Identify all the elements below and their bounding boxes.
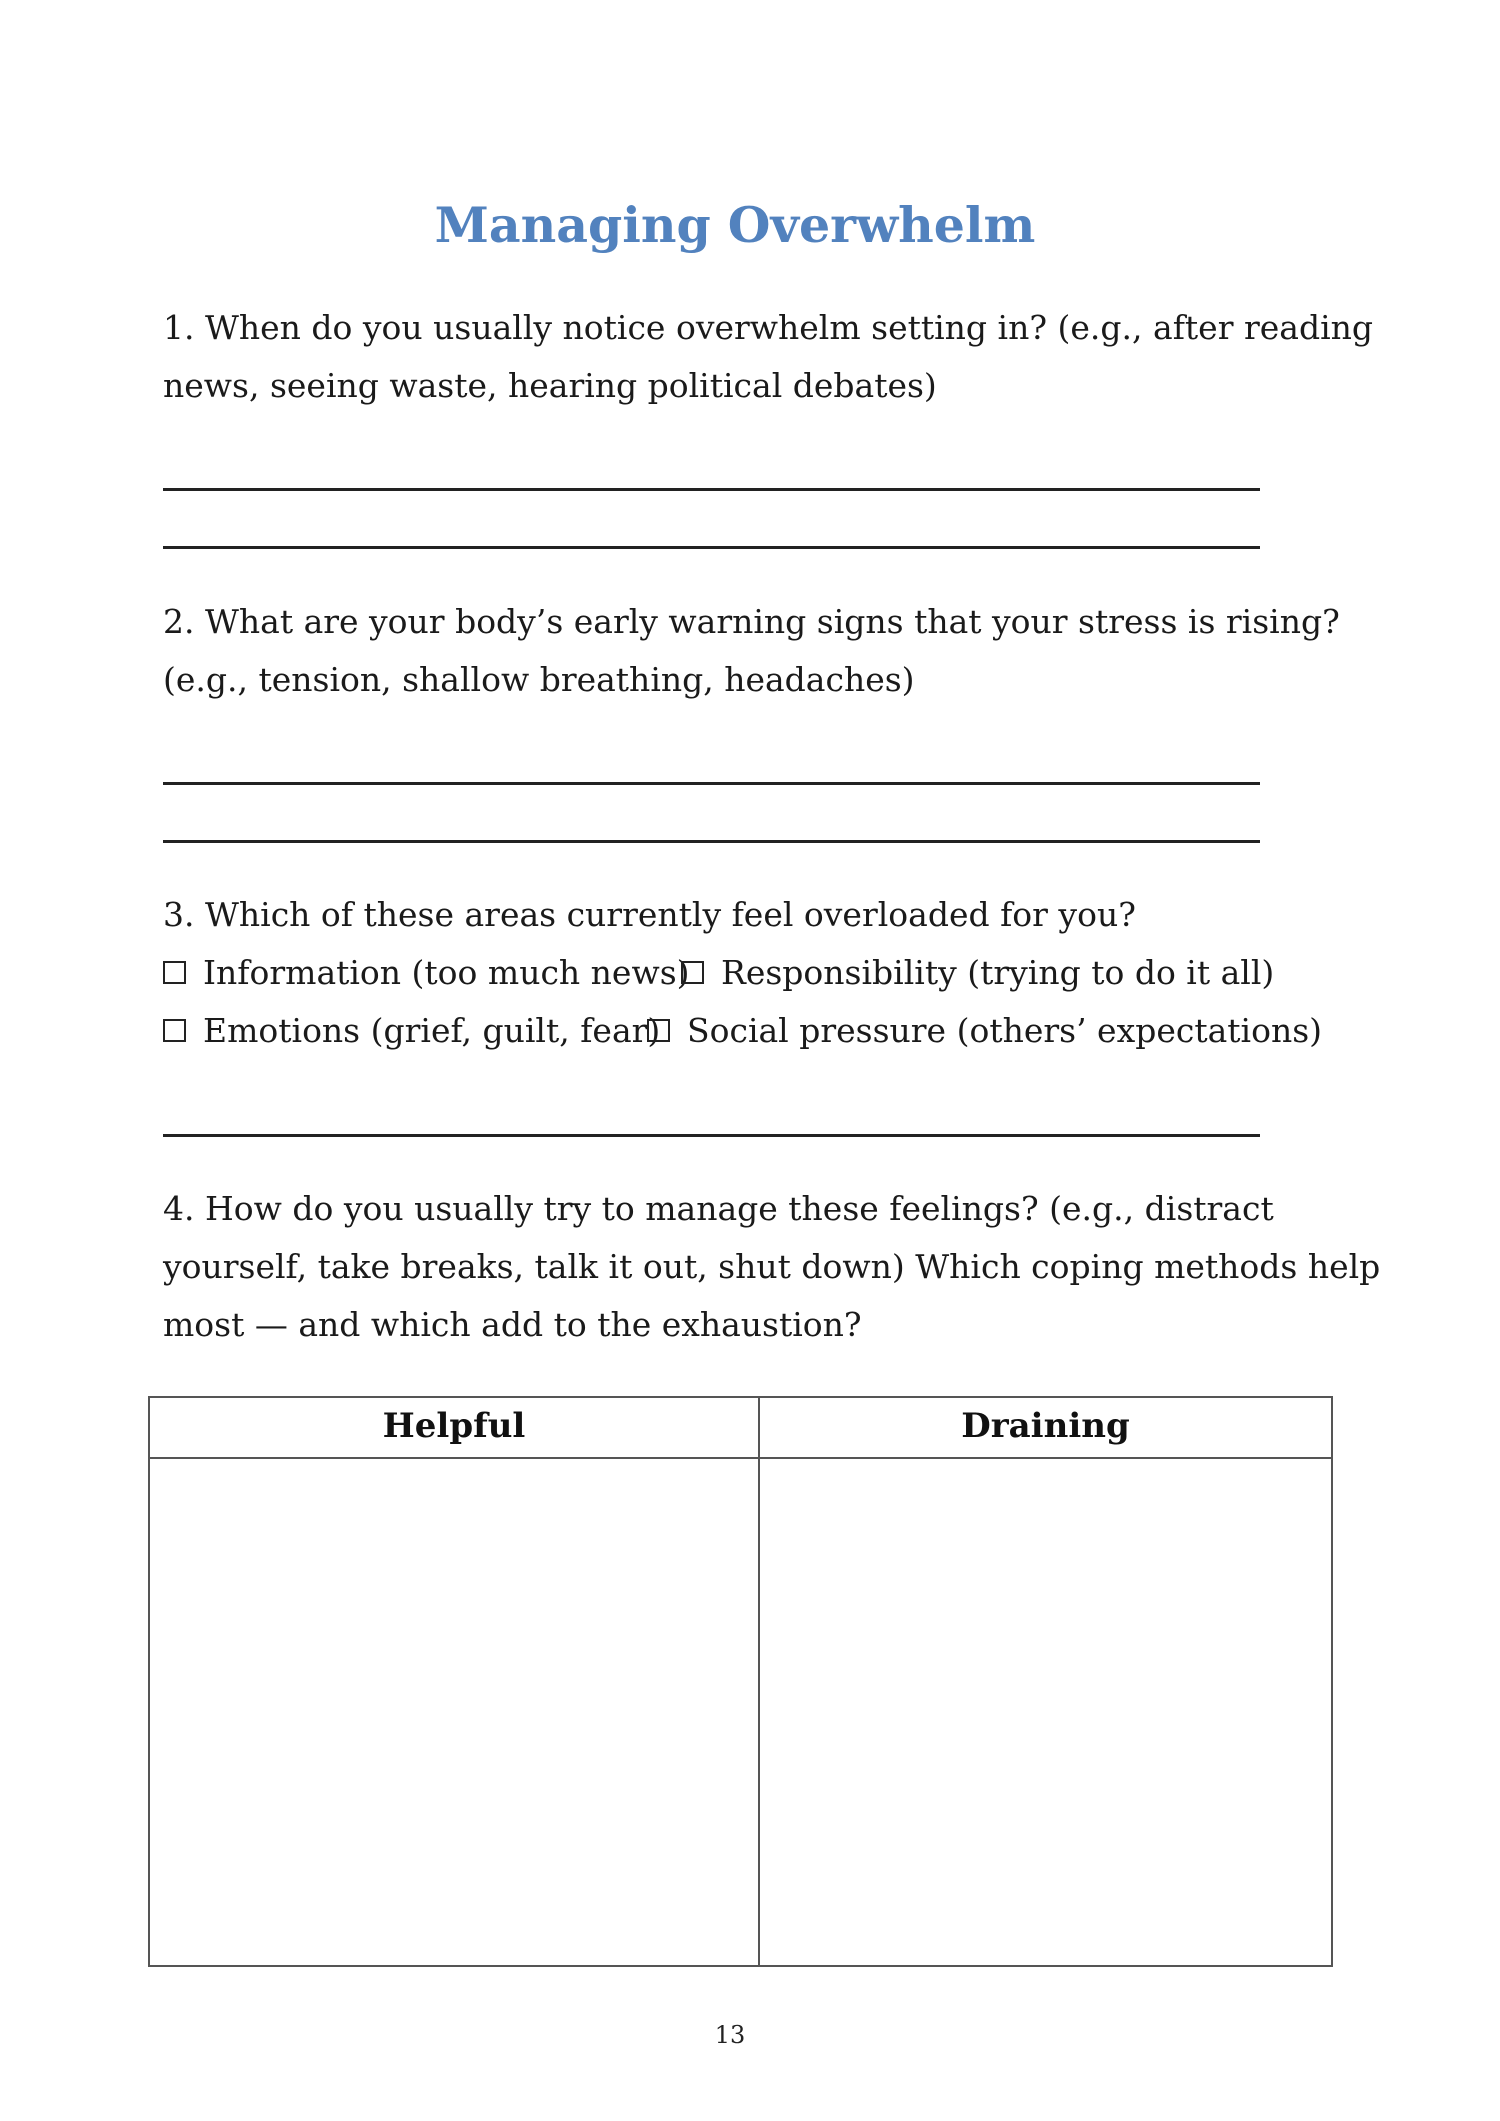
answer-line-1a[interactable]	[163, 488, 1260, 491]
option-social-pressure-label: Social pressure (others’ expectations)	[687, 1011, 1323, 1050]
question-3	[163, 886, 1283, 944]
question-2	[163, 593, 1340, 709]
question-3-line-1: 3. Which of these areas currently feel overloaded for you?	[163, 895, 1136, 934]
question-4-line-2: yourself, take breaks, talk it out, shut down) Which coping methods help	[163, 1247, 1381, 1286]
answer-line-2a[interactable]	[163, 782, 1260, 785]
answer-line-3[interactable]	[163, 1134, 1260, 1137]
option-responsibility-label: Responsibility (trying to do it all)	[721, 953, 1275, 992]
checkbox-icon[interactable]	[647, 1019, 670, 1042]
option-information[interactable]	[163, 944, 690, 1002]
header-helpful: Helpful	[382, 1406, 526, 1446]
cell-draining[interactable]	[760, 1459, 1331, 1965]
option-responsibility[interactable]	[681, 944, 1274, 1002]
question-2-line-2: (e.g., tension, shallow breathing, headaches)	[163, 660, 915, 699]
question-4	[163, 1180, 1381, 1354]
question-4-line-1: 4. How do you usually try to manage these feelings? (e.g., distract	[163, 1189, 1274, 1228]
page-number: 13	[714, 2021, 746, 2049]
option-information-label: Information (too much news)	[203, 953, 690, 992]
option-social-pressure[interactable]	[647, 1002, 1322, 1060]
coping-table	[148, 1396, 1333, 1967]
checkbox-icon[interactable]	[163, 1019, 186, 1042]
question-1	[163, 299, 1373, 415]
option-emotions[interactable]	[163, 1002, 660, 1060]
question-4-line-3: most — and which add to the exhaustion?	[163, 1305, 862, 1344]
option-emotions-label: Emotions (grief, guilt, fear)	[203, 1011, 661, 1050]
question-1-line-2: news, seeing waste, hearing political debates)	[163, 366, 937, 405]
checkbox-icon[interactable]	[163, 961, 186, 984]
header-draining: Draining	[961, 1406, 1130, 1446]
answer-line-2b[interactable]	[163, 840, 1260, 843]
checkbox-icon[interactable]	[681, 961, 704, 984]
answer-line-1b[interactable]	[163, 546, 1260, 549]
question-2-line-1: 2. What are your body’s early warning signs that your stress is rising?	[163, 602, 1340, 641]
question-1-line-1: 1. When do you usually notice overwhelm setting in? (e.g., after reading	[163, 308, 1373, 347]
page-title: Managing Overwhelm	[434, 196, 1036, 254]
cell-helpful[interactable]	[150, 1459, 758, 1965]
